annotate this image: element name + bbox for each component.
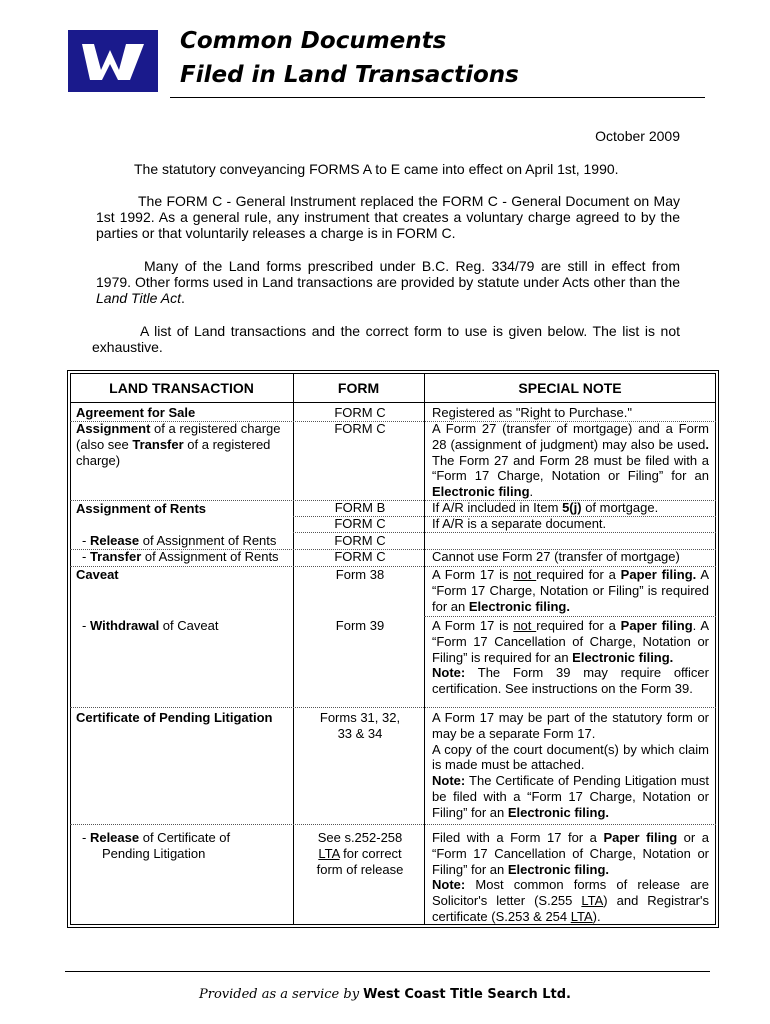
footer-company-name: West Coast Title Search Ltd. (363, 987, 571, 1002)
row-assignment-rents-label: Assignment of Rents (76, 501, 207, 516)
table-column-divider-2 (424, 373, 425, 925)
row-assignment-rents-note-1: If A/R included in Item 5(j) of mortgage. (432, 500, 659, 515)
row-separator (424, 616, 716, 617)
paragraph-4: A list of Land transactions and the correct form to use is given below. The list is not exhaustive. (92, 323, 680, 355)
row-caveat-note: A Form 17 is not required for a Paper filing. A “Form 17 Charge, Notation or Filing” is required for an Electronic filing. (432, 567, 710, 614)
company-logo (68, 30, 158, 92)
row-caveat-label: Caveat (76, 567, 119, 582)
paragraph-3: Many of the Land forms prescribed under B.C. Reg. 334/79 are still in effect from 1979. Other forms used in Land transactions are provided by statute under Acts other than the Land Title Act. (96, 258, 680, 306)
row-caveat-form: Form 38 (335, 567, 385, 582)
title-line-1: Common Documents (180, 28, 447, 54)
row-release-cpl-label: - Release of Certificate of Pending Litigation (82, 830, 231, 861)
row-separator (70, 707, 716, 708)
row-assignment-charge-note: A Form 27 (transfer of mortgage) and a Form 28 (assignment of judgment) may also be used. The Form 27 and Form 28 must be filed with a “Form 17 Charge, Notation or Filing” for an Electronic filing. (432, 421, 709, 500)
row-transfer-rents-note: Cannot use Form 27 (transfer of mortgage) (432, 549, 680, 564)
page-title (180, 24, 519, 92)
row-assignment-charge-form: FORM C (334, 421, 386, 436)
row-agreement-label: Agreement for Sale (76, 405, 196, 420)
table-header-form: FORM (337, 380, 380, 396)
title-line-2: Filed in Land Transactions (180, 62, 519, 88)
row-assignment-rents-form-1: FORM B (334, 500, 386, 515)
row-transfer-rents-form: FORM C (334, 549, 386, 564)
table-header-transaction: LAND TRANSACTION (109, 380, 254, 396)
row-cpl-note: A Form 17 may be part of the statutory form or may be a separate Form 17. A copy of the court document(s) by which claim is made must be attached. Note: The Certificate of Pending Litigation must be filed with a “Form 17 Charge, Notation or Filing” for an Electronic filing. (432, 710, 709, 820)
table-header-note: SPECIAL NOTE (518, 380, 622, 396)
paragraph-2: The FORM C - General Instrument replaced the FORM C - General Document on May 1st 1992. As a general rule, any instrument that creates a voluntary charge agreed to by the parties or that voluntarily releases a charge is in FORM C. (96, 193, 680, 241)
paragraph-1: The statutory conveyancing FORMS A to E came into effect on April 1st, 1990. (134, 161, 619, 177)
footer-rule (65, 971, 710, 972)
row-cpl-label: Certificate of Pending Litigation (76, 710, 273, 725)
document-date: October 2009 (595, 128, 680, 144)
row-assignment-rents-note-2: If A/R is a separate document. (432, 516, 607, 531)
row-release-cpl-note: Filed with a Form 17 for a Paper filing or a “Form 17 Cancellation of Charge, Notation or Filing” for an Electronic filing. Note: Most common forms of release are Solicitor's letter (S.255 LTA) and Registrar's certificate (S.253 & 254 LTA). (432, 830, 710, 924)
row-assignment-rents-form-2: FORM C (334, 516, 386, 531)
header-rule (170, 97, 705, 98)
row-withdrawal-form: Form 39 (335, 618, 385, 633)
row-release-rents-form: FORM C (334, 533, 386, 548)
row-agreement-note: Registered as "Right to Purchase." (432, 405, 632, 420)
footer-provided-text: Provided as a service by (198, 987, 364, 1002)
row-separator (70, 824, 716, 825)
row-transfer-rents-label: - Transfer of Assignment of Rents (82, 549, 279, 564)
row-assignment-charge-label: Assignment of a registered charge (also see Transfer of a registered charge) (76, 421, 281, 468)
footer (0, 986, 770, 1002)
table-header-rule (70, 402, 716, 403)
row-release-rents-label: - Release of Assignment of Rents (82, 533, 277, 548)
row-agreement-form: FORM C (334, 405, 386, 420)
row-release-cpl-form: See s.252-258 LTA for correct form of release (316, 830, 404, 877)
row-withdrawal-note: A Form 17 is not required for a Paper filing. A “Form 17 Cancellation of Charge, Notation or Filing” is required for an Electronic filing. Note: The Form 39 may require officer certification. See instructions on the Form 39. (432, 618, 710, 697)
row-withdrawal-label: - Withdrawal of Caveat (82, 618, 219, 633)
row-cpl-form: Forms 31, 32, 33 & 34 (319, 710, 401, 741)
